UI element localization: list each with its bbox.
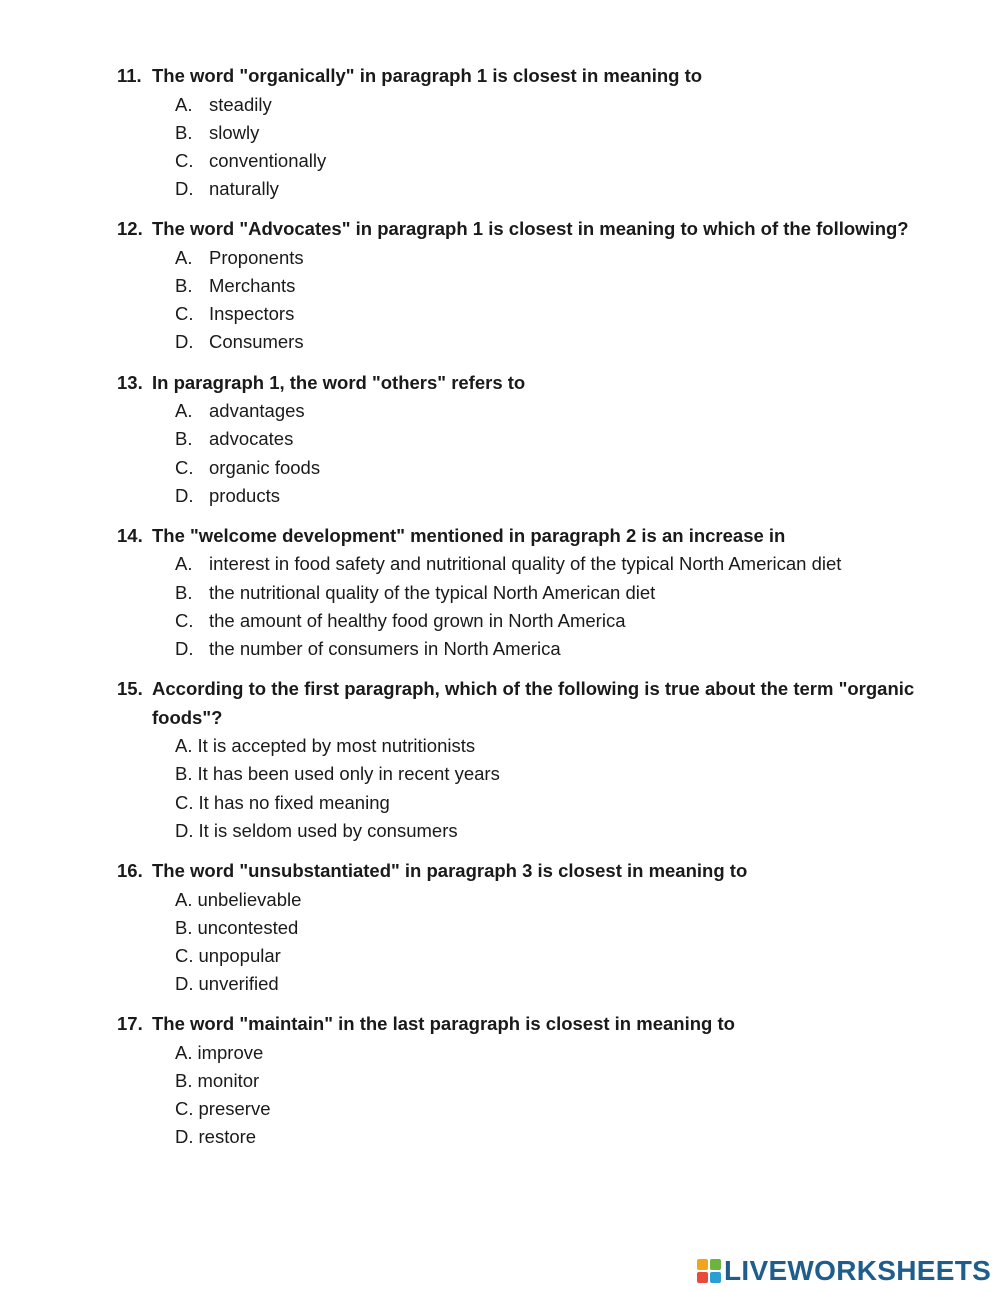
option-a[interactable] — [175, 397, 917, 425]
option-text: products — [209, 484, 280, 506]
option-letter: D. — [175, 819, 194, 841]
question-text: In paragraph 1, the word "others" refers to — [152, 371, 526, 393]
option-letter: A. — [175, 735, 193, 757]
option-text: conventionally — [209, 149, 327, 171]
option-c[interactable] — [175, 454, 917, 482]
option-letter: A. — [175, 93, 193, 115]
option-list — [117, 550, 917, 663]
option-list — [117, 397, 917, 510]
option-letter: D. — [175, 178, 194, 200]
option-c[interactable] — [175, 147, 917, 175]
option-text: naturally — [209, 178, 279, 200]
option-d[interactable] — [175, 328, 917, 356]
logo-text: LIVEWORKSHEETS — [724, 1255, 992, 1286]
option-letter: C. — [175, 1098, 194, 1120]
option-text: preserve — [198, 1098, 271, 1120]
option-letter: A. — [175, 400, 193, 422]
question-number: 15. — [117, 678, 143, 700]
question-13 — [117, 369, 917, 510]
option-letter: B. — [175, 581, 193, 603]
option-text: the amount of healthy food grown in North America — [209, 609, 626, 631]
option-a[interactable] — [175, 1039, 917, 1067]
option-letter: D. — [175, 484, 194, 506]
option-text: the nutritional quality of the typical North American diet — [209, 581, 656, 603]
option-d[interactable] — [175, 635, 917, 663]
option-b[interactable] — [175, 272, 917, 300]
option-b[interactable] — [175, 579, 917, 607]
question-text: The "welcome development" mentioned in paragraph 2 is an increase in — [152, 524, 786, 546]
option-letter: B. — [175, 1070, 193, 1092]
option-text: unpopular — [198, 944, 281, 966]
option-c[interactable] — [175, 607, 917, 635]
question-text: The word "organically" in paragraph 1 is closest in meaning to — [152, 65, 703, 86]
option-text: Merchants — [209, 275, 296, 297]
option-a[interactable] — [175, 550, 917, 578]
option-text: the number of consumers in North America — [209, 638, 561, 660]
question-17 — [117, 1010, 917, 1151]
option-letter: C. — [175, 944, 194, 966]
option-text: It has been used only in recent years — [197, 763, 500, 785]
option-c[interactable] — [175, 300, 917, 328]
option-text: Consumers — [209, 331, 304, 353]
option-text: advantages — [209, 400, 305, 422]
option-letter: D. — [175, 638, 194, 660]
option-d[interactable] — [175, 482, 917, 510]
option-letter: A. — [175, 553, 193, 575]
question-15 — [117, 675, 917, 845]
option-list — [117, 732, 917, 845]
option-c[interactable] — [175, 942, 917, 970]
option-text: slowly — [209, 121, 260, 143]
logo-tile-icon — [710, 1259, 721, 1270]
option-list — [117, 91, 917, 204]
option-text: organic foods — [209, 456, 321, 478]
option-d[interactable] — [175, 970, 917, 998]
option-a[interactable] — [175, 886, 917, 914]
option-text: uncontested — [197, 916, 299, 938]
question-text: The word "unsubstantiated" in paragraph 3 is closest in meaning to — [152, 860, 748, 882]
option-letter: C. — [175, 609, 194, 631]
option-letter: D. — [175, 973, 194, 995]
question-text: According to the first paragraph, which of the following is true about the term "organic foods"? — [152, 678, 915, 728]
option-list — [117, 1039, 917, 1152]
option-d[interactable] — [175, 817, 917, 845]
option-text: It has no fixed meaning — [198, 791, 390, 813]
question-text: The word "maintain" in the last paragraph is closest in meaning to — [152, 1013, 735, 1035]
logo-tile-icon — [697, 1272, 708, 1283]
option-letter: B. — [175, 428, 193, 450]
question-number: 17. — [117, 1013, 143, 1035]
option-b[interactable] — [175, 914, 917, 942]
option-text: restore — [198, 1126, 257, 1148]
option-letter: C. — [175, 303, 194, 325]
option-text: It is seldom used by consumers — [198, 819, 458, 841]
option-letter: B. — [175, 275, 193, 297]
option-text: Inspectors — [209, 303, 295, 325]
option-a[interactable] — [175, 732, 917, 760]
option-letter: C. — [175, 791, 194, 813]
option-letter: C. — [175, 456, 194, 478]
option-d[interactable] — [175, 1123, 917, 1151]
option-c[interactable] — [175, 1095, 917, 1123]
option-text: It is accepted by most nutritionists — [197, 735, 476, 757]
question-number: 12. — [117, 218, 143, 240]
option-letter: B. — [175, 121, 193, 143]
option-text: advocates — [209, 428, 294, 450]
question-14 — [117, 522, 917, 663]
option-b[interactable] — [175, 760, 917, 788]
option-list — [117, 244, 917, 357]
option-letter: A. — [175, 246, 193, 268]
option-text: interest in food safety and nutritional quality of the typical North American diet — [209, 553, 842, 575]
option-a[interactable] — [175, 91, 917, 119]
option-a[interactable] — [175, 244, 917, 272]
question-number: 14. — [117, 524, 143, 546]
logo-tile-icon — [710, 1272, 721, 1283]
option-b[interactable] — [175, 425, 917, 453]
option-c[interactable] — [175, 789, 917, 817]
option-b[interactable] — [175, 119, 917, 147]
option-letter: D. — [175, 1126, 194, 1148]
option-letter: A. — [175, 888, 193, 910]
option-letter: C. — [175, 149, 194, 171]
question-12 — [117, 215, 917, 356]
liveworksheets-logo[interactable] — [697, 1256, 991, 1286]
option-d[interactable] — [175, 175, 917, 203]
question-number: 11. — [117, 65, 142, 86]
option-text: unbelievable — [197, 888, 302, 910]
worksheet — [117, 62, 917, 1164]
option-letter: D. — [175, 331, 194, 353]
option-letter: B. — [175, 916, 193, 938]
option-letter: B. — [175, 763, 193, 785]
liveworksheets-logo-icon — [697, 1259, 721, 1283]
option-b[interactable] — [175, 1067, 917, 1095]
question-number: 16. — [117, 860, 143, 882]
option-text: steadily — [209, 93, 272, 115]
logo-tile-icon — [697, 1259, 708, 1270]
question-16 — [117, 857, 917, 998]
option-text: improve — [197, 1041, 264, 1063]
option-letter: A. — [175, 1041, 193, 1063]
option-text: monitor — [197, 1070, 260, 1092]
question-text: The word "Advocates" in paragraph 1 is closest in meaning to which of the following? — [152, 218, 909, 240]
question-number: 13. — [117, 371, 143, 393]
question-11 — [117, 62, 917, 203]
option-text: Proponents — [209, 246, 304, 268]
option-text: unverified — [198, 973, 279, 995]
option-list — [117, 886, 917, 999]
